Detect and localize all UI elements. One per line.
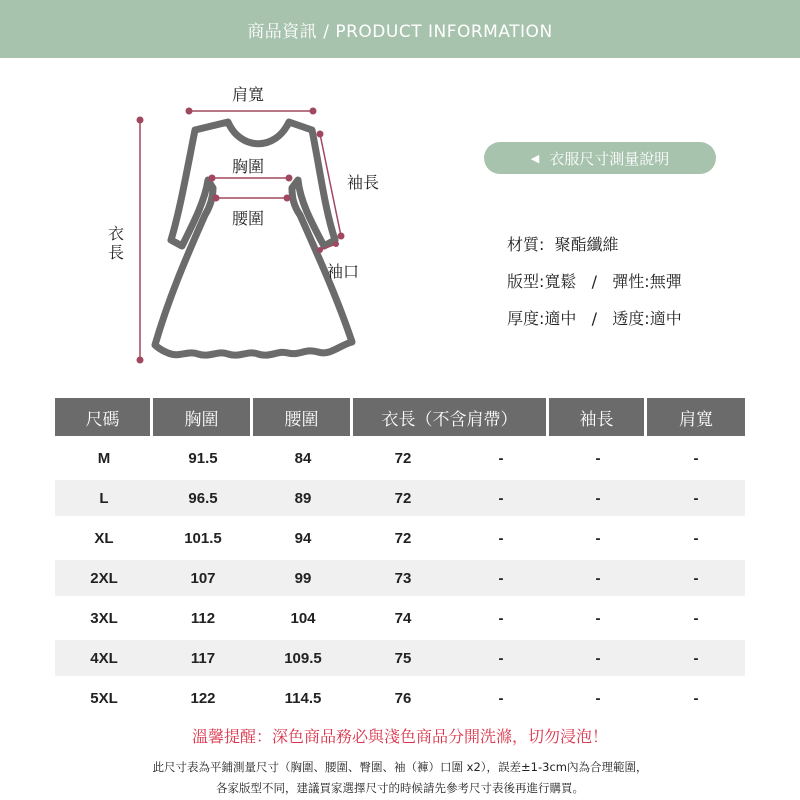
cell-size: XL [94,529,114,547]
cell-waist: 114.5 [284,689,322,707]
material-label: 材質: [507,235,545,254]
cell-chest: 107 [153,560,253,596]
cell-shoulder: - [693,689,699,707]
cell-shoulder: - [693,609,699,627]
column-header-sleeve: 袖長 [549,398,647,436]
cell-size: 2XL [55,560,153,596]
table-row [55,680,745,716]
cell-waist: 104 [290,609,316,627]
cell-chest: 96.5 [153,480,253,516]
cell-sleeve: - [595,449,601,467]
cell-chest: 101.5 [184,529,222,547]
table-row [55,640,745,676]
measurement-guide-pill [484,142,716,174]
table-row [55,600,745,636]
cell-length: 72 [353,480,453,516]
cell-waist: 99 [253,560,353,596]
cell-size: M [97,449,111,467]
cell-shoulder: - [647,640,745,676]
cell-blank: - [453,480,549,516]
triangle-left-icon: ◀ [530,151,540,165]
cell-sleeve: - [595,529,601,547]
cell-size: L [55,480,153,516]
cell-length: 74 [394,609,412,627]
material-line [507,232,619,255]
column-header-size: 尺碼 [55,398,153,436]
cell-chest: 122 [190,689,216,707]
cell-sleeve: - [595,609,601,627]
cell-waist: 94 [294,529,312,547]
cell-shoulder: - [647,480,745,516]
cell-size: 4XL [55,640,153,676]
column-header-shoulder: 肩寬 [647,398,745,436]
table-row [55,520,745,556]
cell-sleeve: - [595,689,601,707]
cell-shoulder: - [647,560,745,596]
cell-waist: 84 [294,449,312,467]
table-row [55,480,745,516]
cell-length: 75 [353,640,453,676]
cell-sleeve: - [549,560,647,596]
table-row [55,440,745,476]
measure-note-line1: 此尺寸表為平鋪測量尺寸（胸圍、腰圍、臀圍、袖（褲）口圍 x2），誤差±1-3cm內為合理範圍， [152,760,648,774]
thickness-line: 厚度:適中 / 透度:適中 [507,309,682,328]
cell-blank: - [498,529,504,547]
cell-length: 76 [394,689,412,707]
cell-shoulder: - [693,449,699,467]
measure-note-line2: 各家版型不同，建議買家選擇尺寸的時候請先參考尺寸表後再進行購買。 [216,781,584,795]
cell-chest: 112 [190,609,216,627]
cell-waist: 109.5 [253,640,353,676]
cuff-label: 袖口 [327,262,360,281]
cell-length: 72 [394,529,412,547]
cell-chest: 91.5 [188,449,218,467]
table-row [55,560,745,596]
cell-shoulder: - [693,529,699,547]
cell-blank: - [498,689,504,707]
cell-sleeve: - [549,640,647,676]
shoulder-label: 肩寬 [232,85,265,104]
column-header-waist: 腰圍 [253,398,353,436]
chest-label: 胸圍 [232,157,265,176]
column-header-length: 衣長（不含肩帶） [353,398,549,436]
cell-blank: - [453,640,549,676]
care-warning: 溫馨提醒：深色商品務必與淺色商品分開洗滌，切勿浸泡！ [191,727,608,746]
size-table [55,398,745,716]
cell-size: 5XL [90,689,118,707]
cell-blank: - [453,560,549,596]
cell-waist: 89 [253,480,353,516]
cell-sleeve: - [549,480,647,516]
cell-size: 3XL [90,609,118,627]
cell-blank: - [498,449,504,467]
waist-label: 腰圍 [232,209,265,228]
cell-chest: 117 [153,640,253,676]
table-header-row [55,398,745,436]
measurement-guide-label: 衣服尺寸測量說明 [549,149,670,168]
length-label: 衣長 [108,224,125,262]
column-header-chest: 胸圍 [153,398,253,436]
table-body [55,440,745,716]
header-title: 商品資訊 / PRODUCT INFORMATION [247,21,553,42]
cell-blank: - [498,609,504,627]
sleeve-label: 袖長 [347,173,380,192]
fit-line: 版型:寬鬆 / 彈性:無彈 [507,272,682,291]
dress-diagram [0,0,480,390]
cell-length: 73 [353,560,453,596]
cell-length: 72 [394,449,412,467]
material-value: 聚酯纖維 [554,235,619,254]
